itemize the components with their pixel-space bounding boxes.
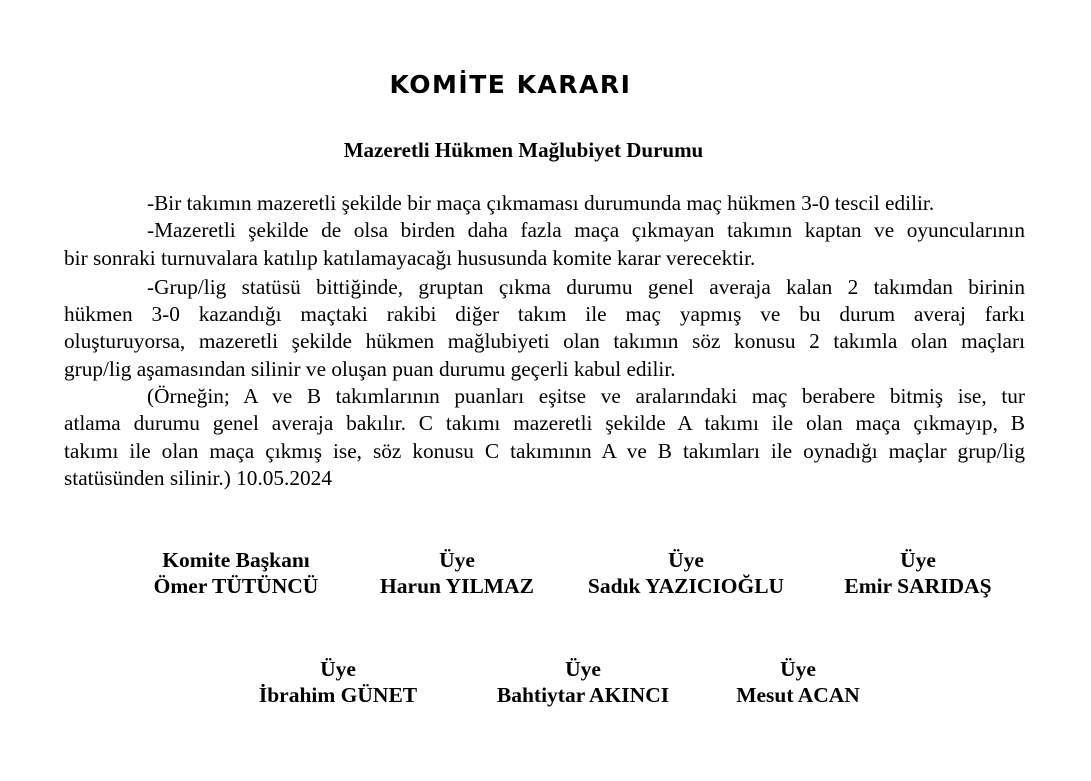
- paragraph-line: statüsünden silinir.) 10.05.2024: [64, 465, 332, 490]
- signature-role: Üye: [565, 657, 601, 681]
- paragraph-line: -Mazeretli şekilde de olsa birden daha fazla maça çıkmayan takımın kaptan ve oyuncularının: [147, 218, 1025, 243]
- paragraph-2: [64, 217, 1025, 272]
- signature-name: Bahtiytar AKINCI: [496, 683, 670, 707]
- paragraph-line: hükmen 3-0 kazandığı maçtaki rakibi diğer takım ile maç yapmış ve bu durum averaj farkı: [64, 302, 1025, 327]
- signature-block: [243, 656, 433, 708]
- signature-name: İbrahim GÜNET: [258, 683, 418, 707]
- signature-block: [478, 656, 688, 708]
- paragraph-line: bir sonraki turnuvalara katılıp katılamayacağı hususunda komite karar verecektir.: [64, 245, 756, 270]
- paragraph-1: [64, 190, 1025, 217]
- signature-block: [362, 547, 552, 599]
- paragraph-4: [64, 383, 1025, 492]
- signature-role: Komite Başkanı: [162, 548, 310, 572]
- signature-block: [722, 656, 874, 708]
- document-subtitle: Mazeretli Hükmen Mağlubiyet Durumu: [343, 138, 704, 162]
- paragraph-line: atlama durumu genel averaja bakılır. C takımı mazeretli şekilde A takımı ile olan maça çıkmayıp, B: [64, 411, 1025, 436]
- signature-block: [826, 547, 1010, 599]
- paragraph-line: takımı ile olan maça çıkmış ise, söz konusu C takımının A ve B takımları ile oynadığı maçlar grup/lig: [64, 438, 1025, 463]
- paragraph-line: -Bir takımın mazeretli şekilde bir maça çıkmaması durumunda maç hükmen 3-0 tescil edilir.: [147, 191, 935, 215]
- paragraph-line: oluşturuyorsa, mazeretli şekilde hükmen mağlubiyeti olan takımın söz konusu 2 takımla olan maçları: [64, 329, 1025, 354]
- signature-name: Harun YILMAZ: [380, 574, 534, 598]
- signature-role: Üye: [780, 657, 816, 681]
- signature-role: Üye: [439, 548, 475, 572]
- document-body: [64, 190, 1025, 492]
- signature-role: Üye: [900, 548, 936, 572]
- signature-name: Sadık YAZICIOĞLU: [587, 574, 785, 598]
- signature-name: Ömer TÜTÜNCÜ: [153, 574, 319, 598]
- signature-role: Üye: [320, 657, 356, 681]
- signature-name: Mesut ACAN: [736, 683, 860, 707]
- signature-block: [570, 547, 802, 599]
- signature-role: Üye: [668, 548, 704, 572]
- paragraph-line: (Örneğin; A ve B takımlarının puanları eşitse ve aralarındaki maç berabere bitmiş ise, tur: [147, 384, 1025, 409]
- signature-block: [138, 547, 334, 599]
- paragraph-line: -Grup/lig statüsü bittiğinde, gruptan çıkma durumu genel averaja kalan 2 takımdan birinin: [147, 274, 1025, 299]
- paragraph-3: [64, 274, 1025, 383]
- document-title: KOMİTE KARARI: [389, 70, 632, 99]
- signature-name: Emir SARIDAŞ: [844, 574, 992, 598]
- paragraph-line: grup/lig aşamasından silinir ve oluşan puan durumu geçerli kabul edilir.: [64, 356, 676, 381]
